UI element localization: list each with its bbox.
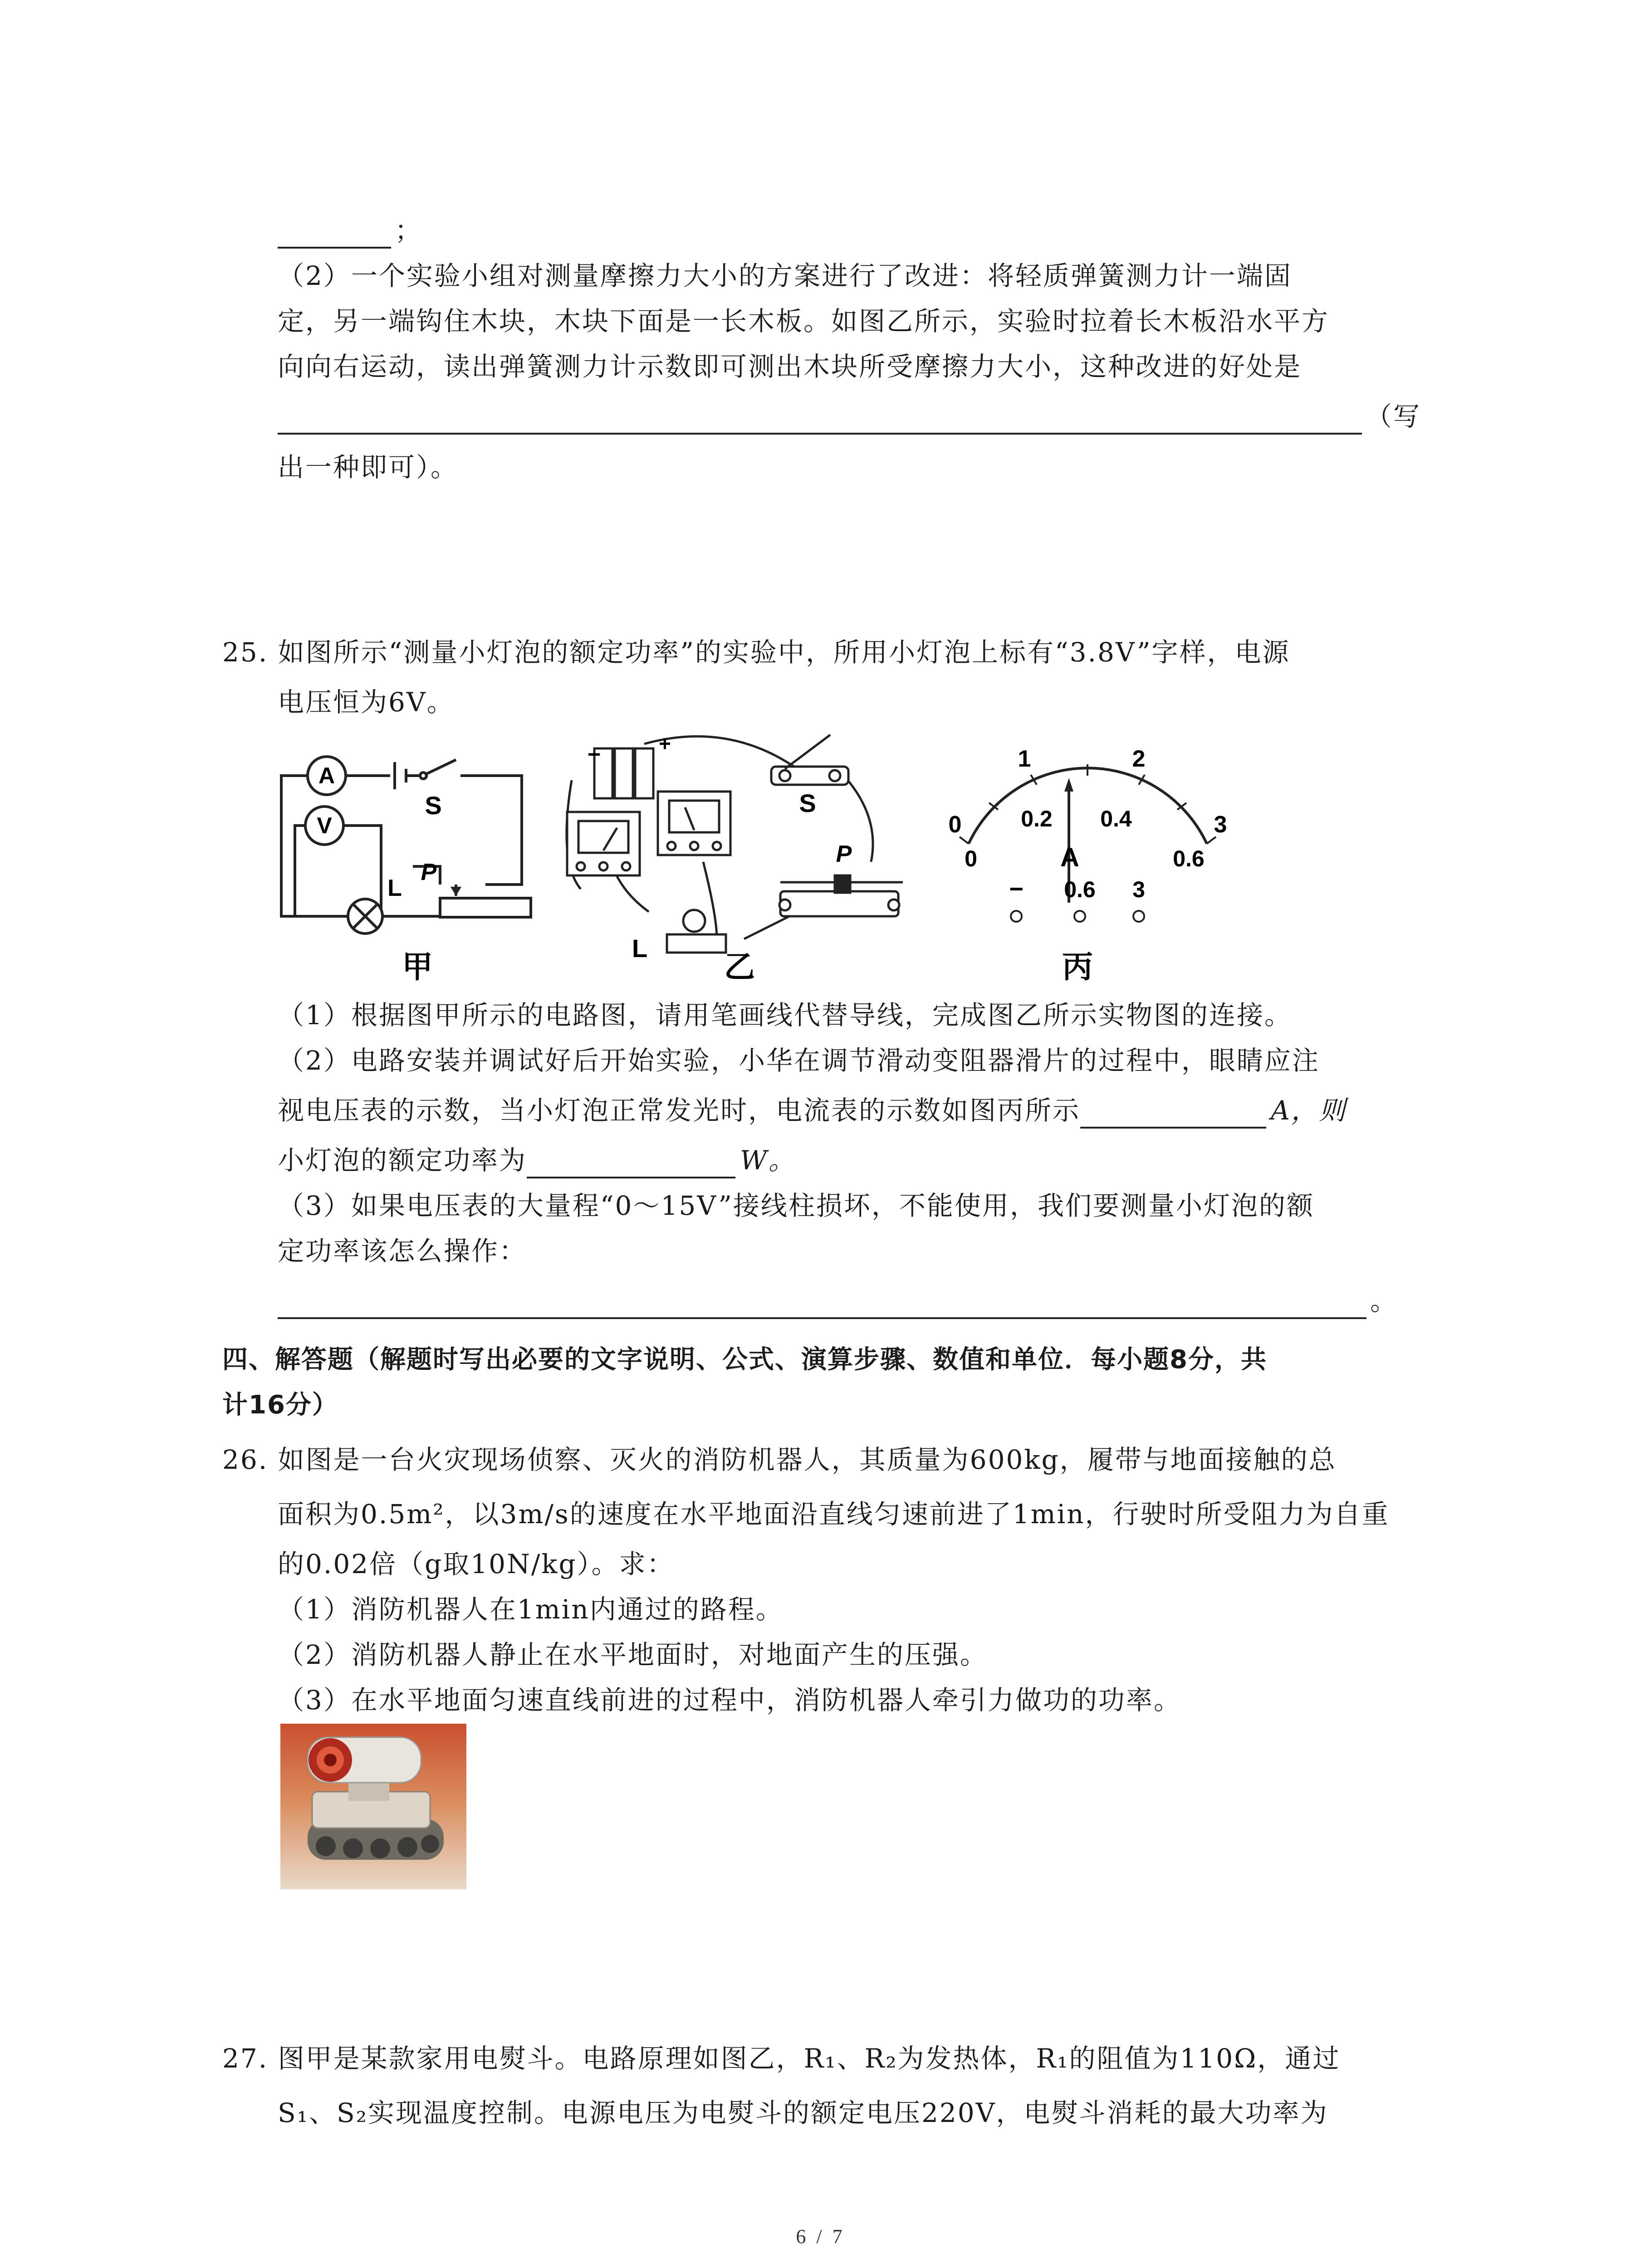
terminal-minus: − (1009, 875, 1024, 903)
q25-stem-line1: 25. 如图所示“测量小灯泡的额定功率”的实验中，所用小灯泡上标有“3.8V”字样，电源 (222, 637, 1290, 668)
dial-top-3: 3 (1214, 811, 1227, 838)
dial-bottom-0.2: 0.2 (1021, 806, 1053, 831)
ammeter-dial-bing (926, 730, 1252, 984)
q26-sub1: （1）消防机器人在1min内通过的路程。 (278, 1594, 784, 1625)
current-answer-blank[interactable] (1080, 1099, 1266, 1129)
q25-stem-line2: 电压恒为6V。 (278, 687, 455, 718)
q25-part1: （1）根据图甲所示的电路图，请用笔画线代替导线，完成图乙所示实物图的连接。 (278, 1000, 1292, 1031)
q26-line2: 面积为0.5m²，以3m/s的速度在水平地面沿直线匀速前进了1min，行驶时所受阻力为自重 (278, 1499, 1390, 1530)
dial-bottom-0: 0 (965, 846, 977, 871)
answer-blank[interactable] (278, 405, 1362, 435)
q24-part2-line4: （写 (278, 398, 1421, 435)
slider-label: P (421, 859, 437, 885)
section4-title-line2: 计16分） (222, 1390, 338, 1420)
lamp-label: L (387, 875, 402, 901)
battery-icon (594, 748, 653, 798)
dial-unit: A (1060, 843, 1079, 872)
dial-bottom-0.4: 0.4 (1100, 806, 1132, 831)
q26-sub3: （3）在水平地面匀速直线前进的过程中，消防机器人牵引力做功的功率。 (278, 1685, 1181, 1716)
ammeter-symbol: A (318, 763, 335, 788)
power-answer-blank[interactable] (527, 1149, 735, 1178)
figure-label-jia: 甲 (402, 950, 433, 984)
voltmeter-meter-icon (567, 812, 640, 875)
q26-line1: 26. 如图是一台火灾现场侦察、灭火的消防机器人，其质量为600kg，履带与地面接触的总 (222, 1444, 1337, 1475)
apparatus-figure-yi (554, 726, 926, 984)
dial-top-0: 0 (948, 811, 962, 838)
battery-minus: − (588, 742, 601, 767)
q25-part2-line2: 视电压表的示数，当小灯泡正常发光时，电流表的示数如图丙所示 A，则 (278, 1092, 1347, 1129)
figure-label-yi: 乙 (724, 950, 755, 984)
figure-label-bing: 丙 (1062, 950, 1093, 984)
q24-part2-line3: 向向右运动，读出弹簧测力计示数即可测出木块所受摩擦力大小，这种改进的好处是 (278, 351, 1302, 382)
q26-sub2: （2）消防机器人静止在水平地面时，对地面产生的压强。 (278, 1639, 988, 1670)
yi-switch-label: S (799, 789, 816, 817)
q25-part2-line1: （2）电路安装并调试好后开始实验，小华在调节滑动变阻器滑片的过程中，眼睛应注 (278, 1045, 1320, 1076)
q27-line1: 27. 图甲是某款家用电熨斗。电路原理如图乙，R₁、R₂为发热体，R₁的阻值为110Ω，通过 (222, 2043, 1341, 2074)
battery-plus: + (659, 732, 671, 755)
dial-top-2: 2 (1132, 746, 1146, 772)
q25-part2-line3: 小灯泡的额定功率为 W。 (278, 1142, 796, 1178)
q25-part3-line2: 定功率该怎么操作： (278, 1236, 527, 1266)
section4-title-line1: 四、解答题（解题时写出必要的文字说明、公式、演算步骤、数值和单位．每小题8分，共 (222, 1345, 1267, 1374)
q27-line2: S₁、S₂实现温度控制。电源电压为电熨斗的额定电压220V，电熨斗消耗的最大功率为 (278, 2097, 1328, 2128)
answer-blank[interactable] (278, 219, 391, 249)
procedure-answer-blank[interactable] (278, 1289, 1367, 1319)
fire-robot-image (280, 1724, 466, 1889)
switch-label: S (425, 791, 442, 820)
ammeter-meter-icon (658, 792, 730, 855)
yi-slider-label: P (836, 841, 852, 867)
q24-part2-line5: 出一种即可）。 (278, 452, 459, 483)
q25-part3-line1: （3）如果电压表的大量程“0～15V”接线柱损坏，不能使用，我们要测量小灯泡的额 (278, 1190, 1314, 1221)
dial-top-1: 1 (1018, 746, 1031, 772)
q26-line3: 的0.02倍（g取10N/kg）。求： (278, 1549, 675, 1579)
q24-blank-line: ； (278, 212, 422, 249)
rheostat-icon (779, 875, 903, 916)
dial-bottom-0.6: 0.6 (1173, 846, 1205, 871)
q25-part3-line3: 。 (278, 1283, 1398, 1319)
q24-part2-line1: （2）一个实验小组对测量摩擦力大小的方案进行了改进：将轻质弹簧测力计一端固 (278, 260, 1292, 291)
voltmeter-symbol: V (317, 813, 332, 838)
page-number: 6 / 7 (796, 2225, 845, 2248)
q24-part2-line2: 定，另一端钩住木块，木块下面是一长木板。如图乙所示，实验时拉着长木板沿水平方 (278, 306, 1330, 337)
yi-lamp-label: L (632, 934, 648, 963)
terminal-3: 3 (1132, 877, 1145, 902)
terminal-0.6: 0.6 (1064, 877, 1096, 902)
circuit-diagram-jia (277, 739, 540, 984)
